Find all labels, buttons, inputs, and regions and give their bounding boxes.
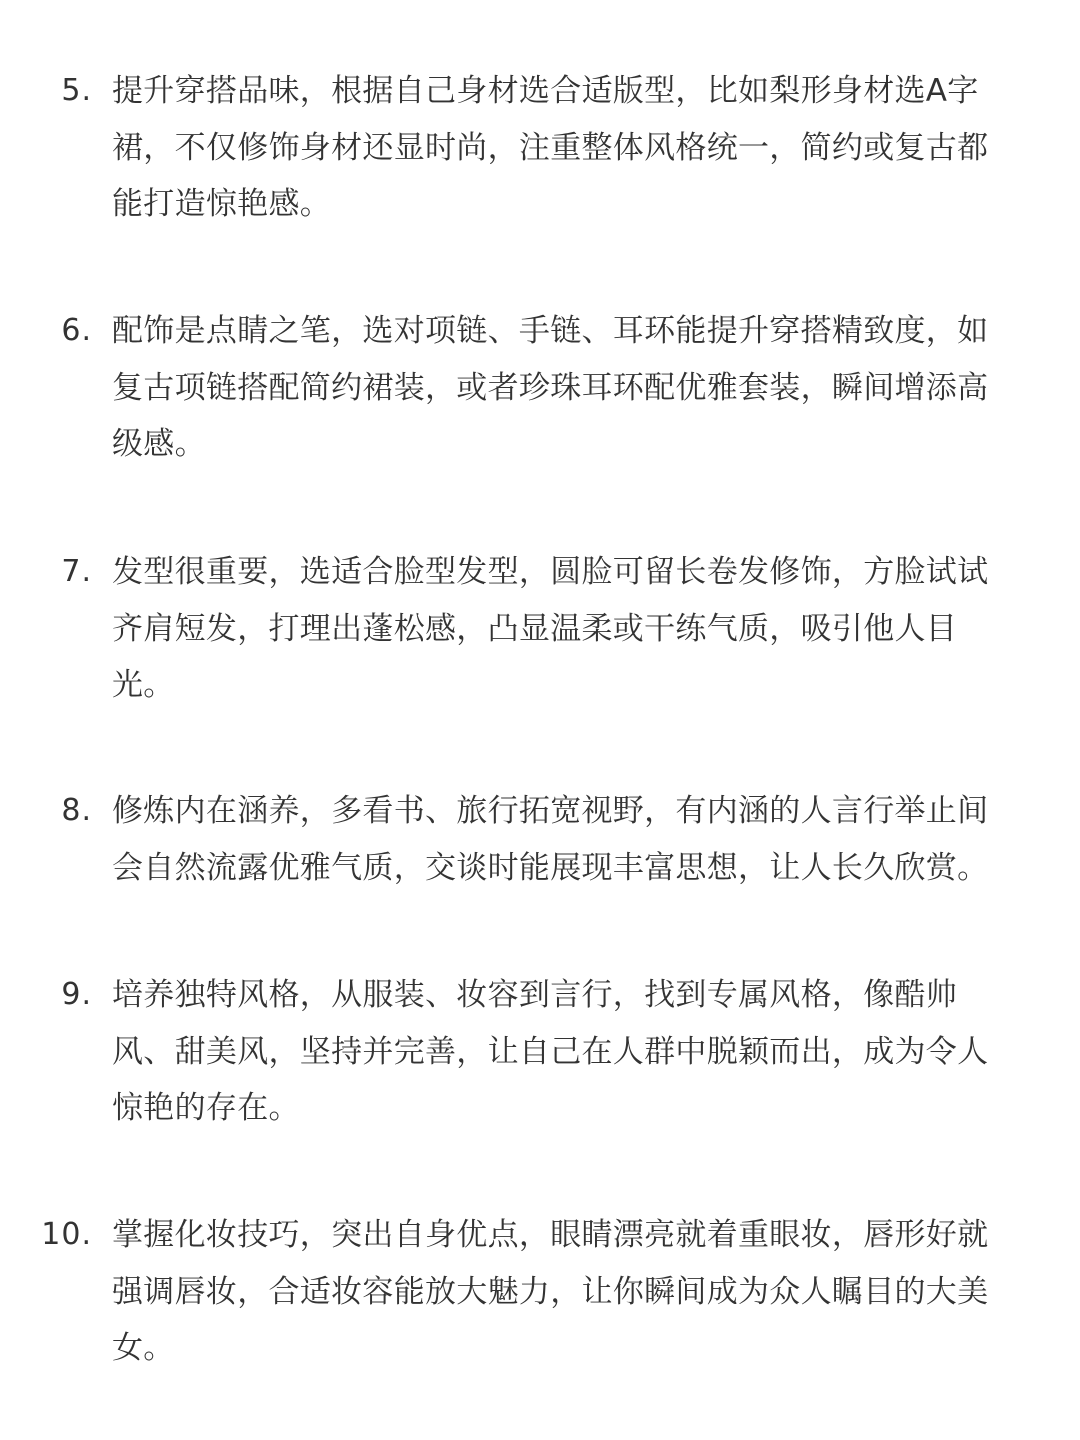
tip-text: 配饰是点睛之笔，选对项链、手链、耳环能提升穿搭精致度，如复古项链搭配简约裙装，或者珍珠耳环配优雅套装，瞬间增添高级感。 (112, 313, 989, 462)
tip-text: 培养独特风格，从服装、妆容到言行，找到专属风格，像酷帅风、甜美风，坚持并完善，让自己在人群中脱颖而出，成为令人惊艳的存在。 (112, 977, 989, 1126)
tip-number: 6. (61, 313, 92, 348)
tip-text: 提升穿搭品味，根据自己身材选合适版型，比如梨形身材选A字裙，不仅修饰身材还显时尚，注重整体风格统一，简约或复古都能打造惊艳感。 (112, 73, 989, 222)
tip-number: 5. (61, 73, 92, 108)
tip-text: 发型很重要，选适合脸型发型，圆脸可留长卷发修饰，方脸试试齐肩短发，打理出蓬松感，凸显温柔或干练气质，吸引他人目光。 (112, 554, 989, 703)
tip-number: 7. (61, 554, 92, 589)
tip-number: 9. (61, 977, 92, 1012)
tip-number: 10. (41, 1217, 92, 1252)
tip-text: 修炼内在涵养，多看书、旅行拓宽视野，有内涵的人言行举止间会自然流露优雅气质，交谈时能展现丰富思想，让人长久欣赏。 (112, 793, 989, 886)
tip-number: 8. (61, 793, 92, 828)
tip-text: 掌握化妆技巧，突出自身优点，眼睛漂亮就着重眼妆，唇形好就强调唇妆，合适妆容能放大魅力，让你瞬间成为众人瞩目的大美女。 (112, 1217, 989, 1366)
